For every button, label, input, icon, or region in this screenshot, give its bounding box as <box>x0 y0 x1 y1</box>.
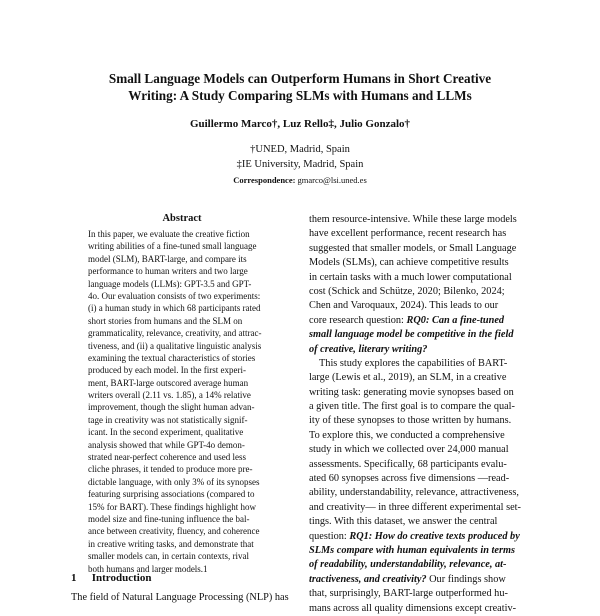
body-line <box>309 558 531 572</box>
body-text: that, surprisingly, BART-large outperformed hu- <box>309 588 508 600</box>
abstract-line: ance between creativity, fluency, and coherence <box>88 526 260 537</box>
abstract-body <box>88 228 276 575</box>
body-text: core research question: <box>309 314 407 326</box>
research-question-text: of readability, understandability, relevance, at- <box>309 559 507 571</box>
abstract-line: featuring surprising associations (compared to <box>88 489 255 500</box>
abstract-line: In this paper, we evaluate the creative fiction <box>88 229 250 239</box>
author-list: Guillermo Marco†, Luz Rello‡, Julio Gonzalo† <box>189 118 411 130</box>
body-line <box>309 414 531 428</box>
body-text: assessments. Specifically, 68 participants evalu- <box>309 458 507 470</box>
affiliation-ie: ‡IE University, Madrid, Spain <box>236 159 364 170</box>
abstract-line: analysis showed that while GPT-4o demon- <box>88 439 245 450</box>
body-line <box>309 285 531 299</box>
section-number: 1 <box>71 572 77 584</box>
body-text: ity of these synopses to those written by humans. <box>309 415 512 427</box>
body-text: Chen and Varoquaux, 2024). This leads to our <box>309 300 499 312</box>
abstract-line: smaller models can, in certain contexts, rival <box>88 551 249 562</box>
body-line <box>309 343 531 357</box>
title-line-2: Writing: A Study Comparing SLMs with Humans and LLMs <box>128 88 472 103</box>
research-question-text: tractiveness, and creativity? <box>309 573 427 585</box>
body-text: and creativity— in three different experimental set- <box>309 501 521 513</box>
body-line <box>309 299 531 313</box>
section-heading-introduction <box>71 572 151 584</box>
abstract-line: cliche phrases, it tended to produce more pre- <box>88 464 253 475</box>
abstract-line: produced by each model. In the first experi- <box>88 365 246 376</box>
research-question-text: small language model be competitive in the field <box>309 329 514 341</box>
body-line <box>309 429 531 443</box>
abstract-line: model (SLM), BART-large, and compare its <box>88 253 247 264</box>
abstract-line: model size and fine-tuning influence the bal- <box>88 513 250 524</box>
abstract-line: icant. In the second experiment, qualitative <box>88 427 244 438</box>
abstract-line: tage in creativity was not statistically signif- <box>88 414 248 425</box>
body-line <box>309 242 531 256</box>
intro-partial-line: The field of Natural Language Processing (NLP) has <box>71 592 289 603</box>
affiliation-uned: †UNED, Madrid, Spain <box>250 144 350 155</box>
abstract-line: both humans and larger models.1 <box>88 563 208 574</box>
body-line <box>309 386 531 400</box>
body-text: have excellent performance, recent research has <box>309 228 507 240</box>
research-question-text: of creative, literary writing? <box>309 343 428 355</box>
body-line <box>309 314 531 328</box>
body-line <box>309 515 531 529</box>
abstract-line: strated near-perfect coherence and used less <box>88 452 246 463</box>
abstract-line: performance to human writers and two large <box>88 266 248 277</box>
body-line <box>309 458 531 472</box>
body-text: ated 60 synopses across five dimensions —read- <box>309 473 510 485</box>
abstract-line: (i) a human study in which 68 participants rated <box>88 303 261 314</box>
body-text: study in which we collected over 24,000 manual <box>309 444 509 456</box>
body-line <box>309 271 531 285</box>
body-text: tings. With this dataset, we answer the central <box>309 516 498 528</box>
research-question-text: RQ1: How do creative texts produced by <box>349 530 520 542</box>
body-text: them resource-intensive. While these large models <box>309 214 517 225</box>
body-text: This study explores the capabilities of BART- <box>319 357 508 369</box>
abstract-line: dictable language, with only 3% of its synopses <box>88 476 260 487</box>
abstract-line: writing abilities of a fine-tuned small language <box>88 241 257 252</box>
abstract-line: writers overall (2.11 vs. 1.85), a 14% relative <box>88 390 251 401</box>
body-text: cost (Schick and Schütze, 2020; Bilenko, 2024; <box>309 285 505 297</box>
correspondence <box>50 175 550 186</box>
body-text: suggested that smaller models, or Small Language <box>309 242 517 254</box>
abstract-line: language models (LLMs): GPT-3.5 and GPT- <box>88 278 252 289</box>
abstract-line: 4o. Our evaluation consists of two experiments: <box>88 290 261 301</box>
body-line <box>309 486 531 500</box>
body-line <box>309 357 531 371</box>
body-line <box>309 213 531 227</box>
body-text: a given title. The first goal is to compare the qual- <box>309 401 515 413</box>
abstract-line: examining the textual characteristics of stories <box>88 352 256 363</box>
body-text: writing task: generating movie synopses based on <box>309 386 514 398</box>
body-line <box>309 227 531 241</box>
abstract-line: tiveness, and (ii) a qualitative linguistic analysis <box>88 340 262 351</box>
body-text: in certain tasks with a much lower computational <box>309 271 512 283</box>
body-line <box>309 472 531 486</box>
abstract-heading: Abstract <box>162 213 202 224</box>
body-line <box>309 328 531 342</box>
title-line-1: Small Language Models can Outperform Humans in Short Creative <box>108 71 492 86</box>
abstract-line: in creative writing tasks, and demonstrate that <box>88 538 254 549</box>
right-column-text <box>309 213 531 616</box>
body-text: Our findings show <box>426 573 506 585</box>
section-title: Introduction <box>91 572 152 584</box>
research-question-text: SLMs compare with human equivalents in terms <box>309 544 515 556</box>
abstract-line: improvement, though the slight human advan- <box>88 402 255 413</box>
body-text: question: <box>309 530 350 542</box>
body-line <box>309 544 531 558</box>
research-question-text: RQ0: Can a fine-tuned <box>406 314 505 326</box>
abstract-line: grammaticality, relevance, creativity, and attrac- <box>88 328 262 339</box>
body-line <box>309 256 531 270</box>
body-line <box>309 602 531 616</box>
body-text: Models (SLMs), can achieve competitive results <box>309 257 509 269</box>
body-line <box>309 501 531 515</box>
abstract-line: short stories from humans and the SLM on <box>88 315 243 326</box>
body-line <box>309 443 531 457</box>
body-line <box>309 530 531 544</box>
body-text: large (Lewis et al., 2019), an SLM, in a creative <box>309 372 507 384</box>
body-text: ability, understandability, relevance, attractiveness, <box>309 487 519 499</box>
paper-title <box>50 70 550 104</box>
body-line <box>309 400 531 414</box>
abstract-line: ment, BART-large outscored average human <box>88 377 249 388</box>
body-line <box>309 587 531 601</box>
body-text: To explore this, we conducted a comprehensive <box>309 429 505 441</box>
body-text: mans across all quality dimensions except creativ- <box>309 602 517 614</box>
correspondence-email: gmarco@lsi.uned.es <box>297 175 367 185</box>
correspondence-label: Correspondence: <box>233 175 296 185</box>
abstract-line: 15% for BART). These findings highlight how <box>88 501 257 512</box>
body-line <box>309 371 531 385</box>
body-line <box>309 573 531 587</box>
